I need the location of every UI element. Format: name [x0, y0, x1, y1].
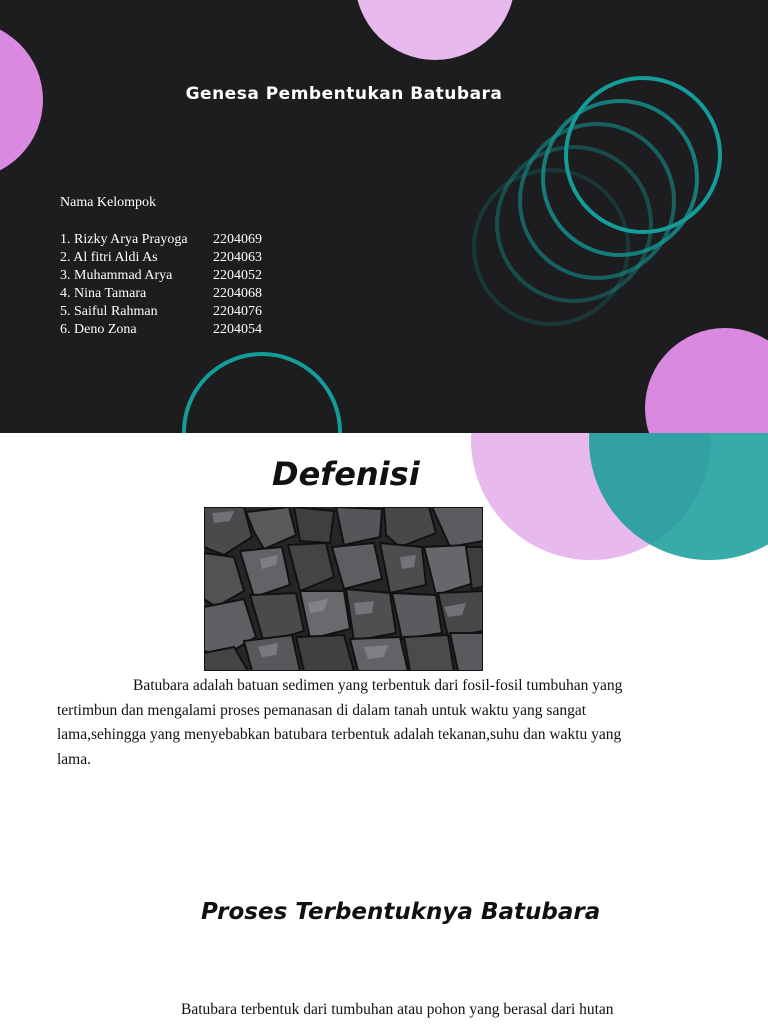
member-list	[60, 231, 280, 339]
title-slide	[0, 0, 768, 433]
process-paragraph: Batubara terbentuk dari tumbuhan atau pohon yang berasal dari hutan	[181, 1001, 614, 1018]
member-id: 2204069	[213, 232, 262, 247]
member-row	[60, 321, 280, 339]
member-name: 2. Al fitri Aldi As	[60, 250, 158, 265]
member-name: 6. Deno Zona	[60, 322, 137, 337]
member-id: 2204068	[213, 286, 262, 301]
member-id: 2204063	[213, 250, 262, 265]
member-name: 1. Rizky Arya Prayoga	[60, 232, 188, 247]
member-row	[60, 249, 280, 267]
member-id: 2204054	[213, 322, 262, 337]
definition-paragraph: Batubara adalah batuan sedimen yang terbentuk dari fosil-fosil tumbuhan yang tertimbun dan mengalami proses pemanasan di dalam tanah untuk waktu yang sangat lama,sehingga yang menyebabkan batubara terbentuk adalah tekanan,suhu dan waktu yang lama.	[57, 677, 623, 768]
member-row	[60, 285, 280, 303]
slide-title: Genesa Pembentukan Batubara	[185, 84, 503, 104]
member-row	[60, 231, 280, 249]
definition-heading: Defenisi	[272, 455, 420, 493]
teal-ring-bottom	[182, 352, 342, 433]
content-page	[0, 433, 768, 1024]
member-name: 5. Saiful Rahman	[60, 304, 158, 319]
group-label: Nama Kelompok	[60, 195, 157, 210]
member-row	[60, 303, 280, 321]
coal-photo	[204, 507, 483, 671]
member-name: 3. Muhammad Arya	[60, 268, 173, 283]
member-name: 4. Nina Tamara	[60, 286, 147, 301]
process-heading: Proses Terbentuknya Batubara	[201, 899, 601, 925]
member-id: 2204052	[213, 268, 262, 283]
violet-circle-bottom-right	[645, 328, 768, 433]
coal-image	[204, 507, 483, 671]
member-row	[60, 267, 280, 285]
light-violet-circle-top	[355, 0, 515, 60]
member-id: 2204076	[213, 304, 262, 319]
